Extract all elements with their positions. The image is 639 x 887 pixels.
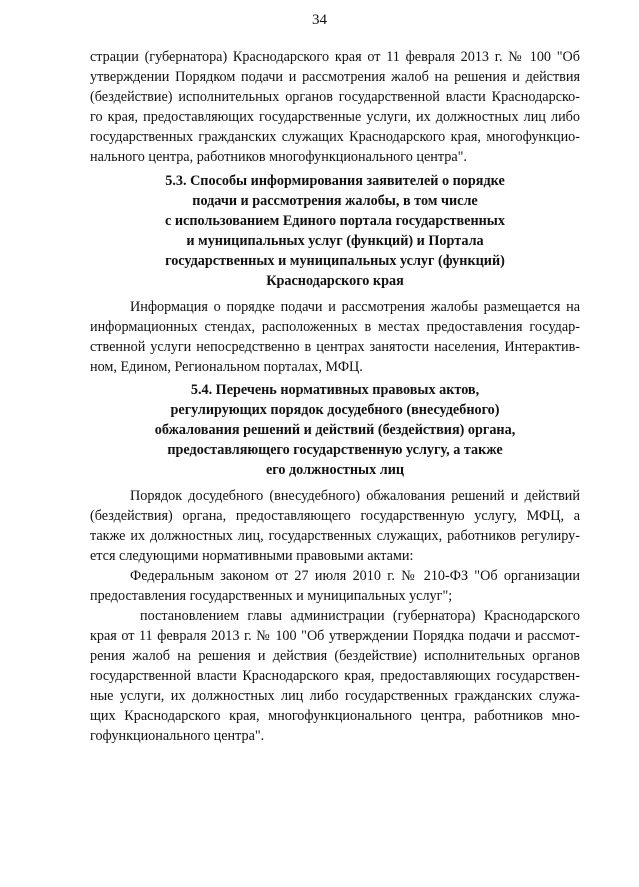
text-line: ные услуги, их должностных лиц либо государственных гражданских служа- [90, 688, 580, 704]
text-line: го края, предоставляющих государственные услуги, их должностных лиц либо [90, 109, 580, 125]
text-line: государственных гражданских служащих Краснодарского края, многофункцио- [90, 129, 580, 145]
text-line: постановлением главы администрации (губернатора) Краснодарского [140, 608, 580, 624]
section-5-4-paragraph-2 [90, 566, 580, 606]
text-line: информационных стендах, расположенных в местах предоставления государ- [90, 319, 580, 335]
heading-line: его должностных лиц [265, 462, 405, 478]
text-line: Информация о порядке подачи и рассмотрения жалобы размещается на [130, 299, 580, 315]
text-line: предоставления государственных и муниципальных услуг"; [90, 588, 453, 604]
text-line: ственной услуги непосредственно в центрах занятости населения, Интерактив- [90, 339, 580, 355]
heading-line: подачи и рассмотрения жалобы, в том числе [192, 193, 478, 209]
heading-line: обжалования решений и действий (бездействия) органа, [154, 422, 516, 438]
section-5-3-heading [90, 171, 580, 291]
section-5-4-paragraph-3 [90, 606, 580, 746]
page-number: 34 [312, 12, 327, 28]
top-paragraph [90, 47, 580, 167]
text-line: (бездействие) исполнительных органов государственной власти Краснодарско- [90, 89, 580, 105]
heading-line: 5.3. Способы информирования заявителей о порядке [165, 173, 505, 189]
text-line: Порядок досудебного (внесудебного) обжалования решений и действий [130, 488, 580, 504]
text-line: ном, Едином, Региональном порталах, МФЦ. [90, 359, 363, 375]
heading-line: Краснодарского края [266, 273, 404, 289]
text-line: ется следующими нормативными правовыми актами: [90, 548, 414, 564]
text-line: государственной власти Краснодарского края, предоставляющих государствен- [90, 668, 580, 684]
text-line: Федеральным законом от 27 июля 2010 г. № 210-ФЗ "Об организации [130, 568, 580, 584]
text-line: гофункционального центра". [90, 728, 265, 744]
heading-line: с использованием Единого портала государственных [165, 213, 505, 229]
heading-line: 5.4. Перечень нормативных правовых актов, [190, 382, 480, 398]
text-line: края от 11 февраля 2013 г. № 100 "Об утверждении Порядка подачи и рассмот- [90, 628, 580, 644]
text-line: утверждении Порядком подачи и рассмотрения жалоб на решения и действия [90, 69, 580, 85]
heading-line: регулирующих порядок досудебного (внесудебного) [170, 402, 500, 418]
text-line: (бездействия) органа, предоставляющего государственную услугу, МФЦ, а [90, 508, 580, 524]
section-5-4-paragraph-1 [90, 486, 580, 566]
heading-line: предоставляющего государственную услугу, а также [167, 442, 503, 458]
text-line: рения жалоб на решения и действия (бездействие) исполнительных органов [90, 648, 580, 664]
section-5-4-heading [90, 380, 580, 480]
section-5-3-paragraph [90, 297, 580, 377]
heading-line: и муниципальных услуг (функций) и Портала [186, 233, 484, 249]
text-line: также их должностных лиц, государственных служащих, работников регулиру- [90, 528, 580, 544]
text-line: страции (губернатора) Краснодарского края от 11 февраля 2013 г. № 100 "Об [90, 49, 580, 65]
text-line: нального центра, работников многофункционального центра". [90, 149, 467, 165]
text-line: щих Краснодарского края, многофункционального центра, работников мно- [90, 708, 580, 724]
heading-line: государственных и муниципальных услуг (функций) [165, 253, 505, 269]
